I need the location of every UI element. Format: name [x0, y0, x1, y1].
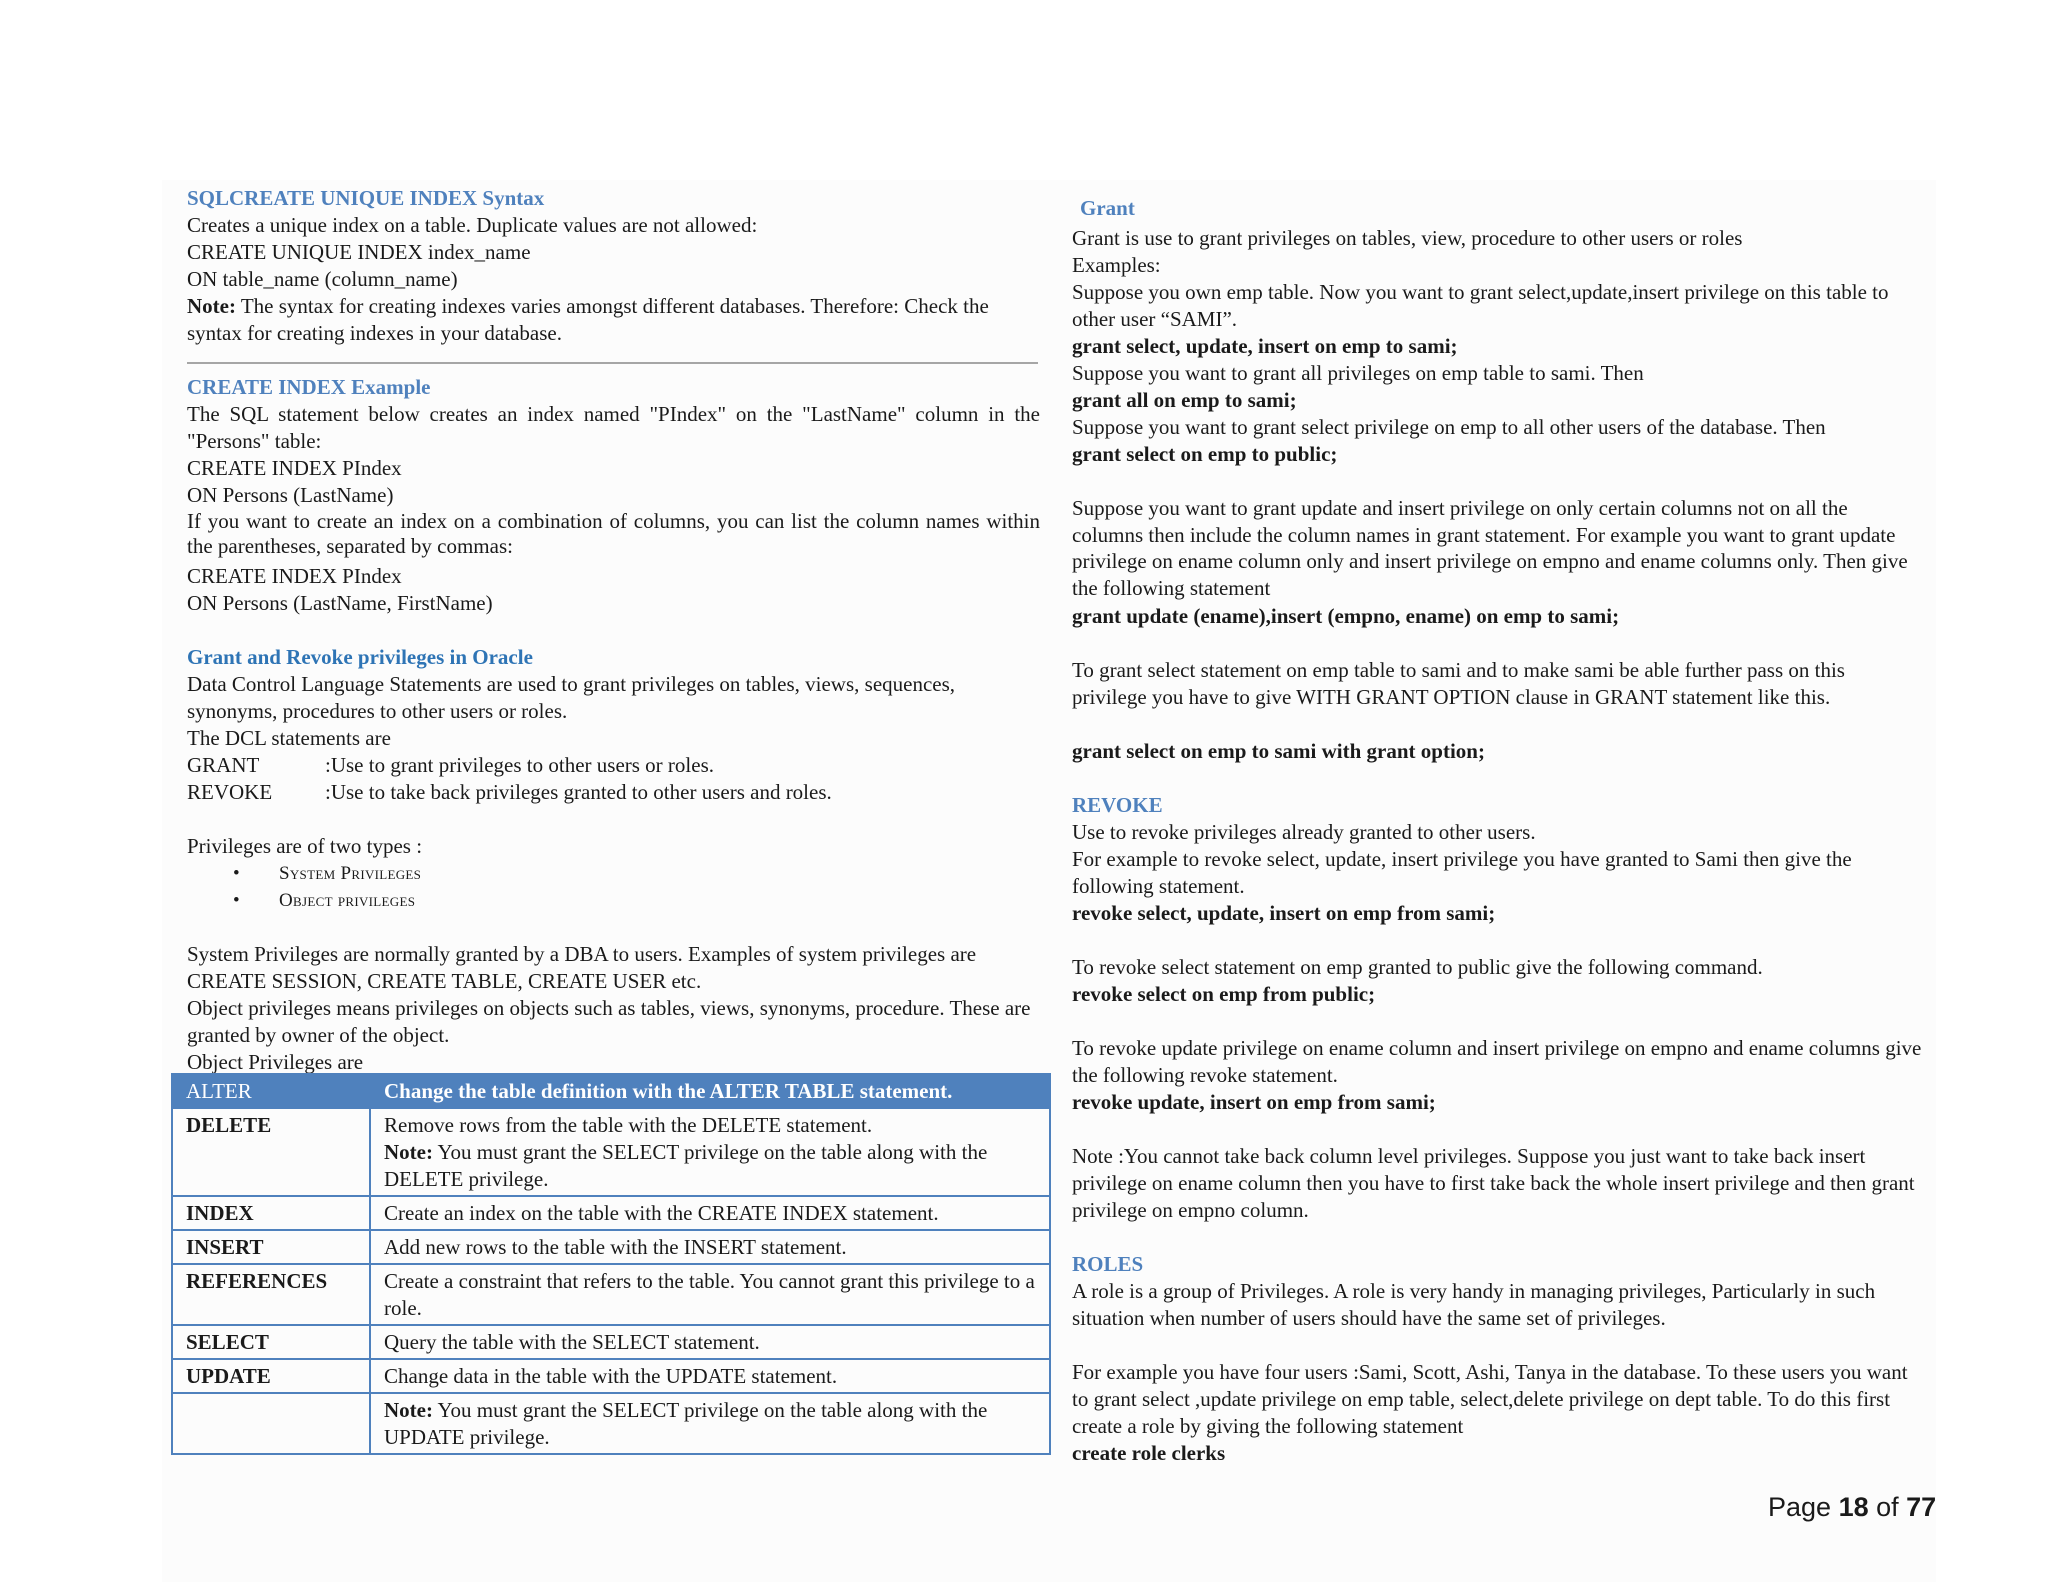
list-item [187, 860, 1040, 887]
example-line-3: CREATE INDEX PIndex [187, 564, 402, 588]
unique-index-line-2: CREATE UNIQUE INDEX index_name [187, 240, 531, 264]
table-cell-value: Create an index on the table with the CREATE INDEX statement. [370, 1196, 1050, 1230]
note-text: You must grant the SELECT privilege on the table along with the UPDATE privilege. [384, 1398, 988, 1449]
table-cell-key: ALTER [172, 1074, 370, 1108]
grant-line-5: Suppose you want to grant select privilege on emp to all other users of the database. Then [1072, 415, 1826, 439]
dcl-paragraph-1: Data Control Language Statements are used to grant privileges on tables, views, sequences, synonyms, procedures to other users or roles. [187, 672, 956, 723]
roles-command-1: create role clerks [1072, 1441, 1226, 1465]
table-cell-key: INSERT [172, 1230, 370, 1264]
grant-revoke-heading: Grant and Revoke privileges in Oracle [187, 645, 533, 669]
revoke-heading: REVOKE [1072, 793, 1163, 817]
revoke-paragraph-4: To revoke update privilege on ename column and insert privilege on empno and ename columns give the following revoke statement. [1072, 1036, 1922, 1087]
table-cell-value: Create a constraint that refers to the table. You cannot grant this privilege to a role. [370, 1264, 1050, 1325]
note-text: The syntax for creating indexes varies amongst different databases. Therefore: Check the syntax for creating indexes in your database. [187, 294, 989, 345]
grant-command-5: grant select on emp to sami with grant option; [1072, 739, 1485, 763]
table-cell-value [370, 1108, 1050, 1196]
unique-index-note [187, 293, 1007, 347]
revoke-paragraph-2: For example to revoke select, update, insert privilege you have granted to Sami then give the following statement. [1072, 847, 1852, 898]
revoke-command-1: revoke select, update, insert on emp from sami; [1072, 901, 1496, 925]
example-paragraph-1: The SQL statement below creates an index named "PIndex" on the "LastName" column in the "Persons" table: [187, 402, 1040, 453]
table-row [172, 1264, 1050, 1325]
of-word: of [1868, 1492, 1907, 1522]
unique-index-line-3: ON table_name (column_name) [187, 267, 458, 291]
revoke-line-3: To revoke select statement on emp granted to public give the following command. [1072, 955, 1763, 979]
note-label: Note: [187, 294, 236, 318]
table-row [172, 1393, 1050, 1454]
unique-index-line-1: Creates a unique index on a table. Duplicate values are not allowed: [187, 213, 758, 237]
cell-note [384, 1139, 1036, 1193]
table-cell-value: Add new rows to the table with the INSERT statement. [370, 1230, 1050, 1264]
dcl-paragraph-2: The DCL statements are [187, 726, 391, 750]
example-line-4: ON Persons (LastName, FirstName) [187, 591, 493, 615]
dcl-revoke-key: REVOKE [187, 780, 273, 804]
create-index-example-heading: CREATE INDEX Example [187, 375, 431, 399]
object-privileges-paragraph: Object privileges means privileges on objects such as tables, views, synonyms, procedure. These are granted by owner of the object. [187, 996, 1031, 1047]
table-cell-key: SELECT [172, 1325, 370, 1359]
table-row [172, 1230, 1050, 1264]
table-cell-key [172, 1393, 370, 1454]
bullet-text: System Privileges [279, 863, 422, 884]
grant-heading: Grant [1080, 196, 1135, 220]
table-row [172, 1359, 1050, 1393]
object-privileges-table [171, 1073, 1051, 1455]
revoke-command-2: revoke select on emp from public; [1072, 982, 1376, 1006]
cell-text: Remove rows from the table with the DELETE statement. [384, 1113, 873, 1137]
total-pages: 77 [1906, 1492, 1937, 1522]
grant-command-2: grant all on emp to sami; [1072, 388, 1297, 412]
privilege-types-list [187, 860, 1040, 914]
grant-paragraph-3: Suppose you own emp table. Now you want to grant select,update,insert privilege on this table to other user “SAMI”. [1072, 280, 1889, 331]
grant-command-4: grant update (ename),insert (empno, ename) on emp to sami; [1072, 604, 1620, 628]
grant-line-1: Grant is use to grant privileges on tables, view, procedure to other users or roles [1072, 226, 1743, 250]
table-row [172, 1074, 1050, 1108]
roles-heading: ROLES [1072, 1252, 1144, 1276]
table-cell-key: REFERENCES [172, 1264, 370, 1325]
section-divider [187, 362, 1038, 364]
table-cell-key: DELETE [172, 1108, 370, 1196]
table-cell-value [370, 1393, 1050, 1454]
page-word: Page [1768, 1492, 1839, 1522]
grant-command-1: grant select, update, insert on emp to sami; [1072, 334, 1458, 358]
note-text: You must grant the SELECT privilege on the table along with the DELETE privilege. [384, 1140, 988, 1191]
unique-index-heading: SQLCREATE UNIQUE INDEX Syntax [187, 186, 545, 210]
example-line-2: ON Persons (LastName) [187, 483, 394, 507]
dcl-revoke-value: :Use to take back privileges granted to other users and roles. [325, 780, 832, 804]
current-page: 18 [1838, 1492, 1869, 1522]
grant-paragraph-7: To grant select statement on emp table to sami and to make sami be able further pass on this privilege you have to give WITH GRANT OPTION clause in GRANT statement like this. [1072, 658, 1845, 709]
note-label: Note: [384, 1398, 433, 1422]
example-paragraph-2: If you want to create an index on a combination of columns, you can list the column names within the parentheses, separated by commas: [187, 509, 1040, 558]
list-item [187, 887, 1040, 914]
dcl-grant-key: GRANT [187, 753, 260, 777]
revoke-command-3: revoke update, insert on emp from sami; [1072, 1090, 1436, 1114]
grant-command-3: grant select on emp to public; [1072, 442, 1338, 466]
revoke-line-1: Use to revoke privileges already granted to other users. [1072, 820, 1536, 844]
grant-line-2: Examples: [1072, 253, 1161, 277]
table-row [172, 1325, 1050, 1359]
roles-paragraph-2: For example you have four users :Sami, Scott, Ashi, Tanya in the database. To these users you want to grant select ,update privilege on emp table, select,delete privilege on dept table. To do this first create a role by giving the following statement [1072, 1360, 1908, 1438]
system-privileges-paragraph: System Privileges are normally granted by a DBA to users. Examples of system privileges are CREATE SESSION, CREATE TABLE, CREATE USER etc. [187, 942, 977, 993]
bullet-text: Object privileges [279, 890, 416, 911]
dcl-revoke-row [187, 779, 1040, 806]
bullet-icon: • [233, 863, 240, 884]
example-line-1: CREATE INDEX PIndex [187, 456, 402, 480]
table-cell-key: UPDATE [172, 1359, 370, 1393]
bullet-icon: • [233, 890, 240, 911]
roles-paragraph-1: A role is a group of Privileges. A role is very handy in managing privileges, Particularly in such situation when number of users should have the same set of privileges. [1072, 1279, 1876, 1330]
table-row [172, 1196, 1050, 1230]
revoke-note-paragraph: Note :You cannot take back column level privileges. Suppose you just want to take back insert privilege on ename column then you have to first take back the whole insert privilege and then grant privilege on empno column. [1072, 1144, 1915, 1222]
object-privileges-intro: Object Privileges are [187, 1050, 364, 1074]
privilege-types-intro: Privileges are of two types : [187, 834, 423, 858]
grant-line-4: Suppose you want to grant all privileges on emp table to sami. Then [1072, 361, 1644, 385]
grant-paragraph-6: Suppose you want to grant update and insert privilege on only certain columns not on all the columns then include the column names in grant statement. For example you want to grant update privilege on ename column only and insert privilege on empno and ename columns only. Then give the following statement [1072, 496, 1908, 600]
table-cell-value: Change data in the table with the UPDATE statement. [370, 1359, 1050, 1393]
dcl-grant-row [187, 752, 1040, 779]
table-cell-value: Query the table with the SELECT statement. [370, 1325, 1050, 1359]
table-row [172, 1108, 1050, 1196]
page-number [1768, 1494, 1936, 1521]
note-label: Note: [384, 1140, 433, 1164]
table-cell-value: Change the table definition with the ALTER TABLE statement. [370, 1074, 1050, 1108]
dcl-grant-value: :Use to grant privileges to other users or roles. [325, 753, 714, 777]
table-cell-key: INDEX [172, 1196, 370, 1230]
